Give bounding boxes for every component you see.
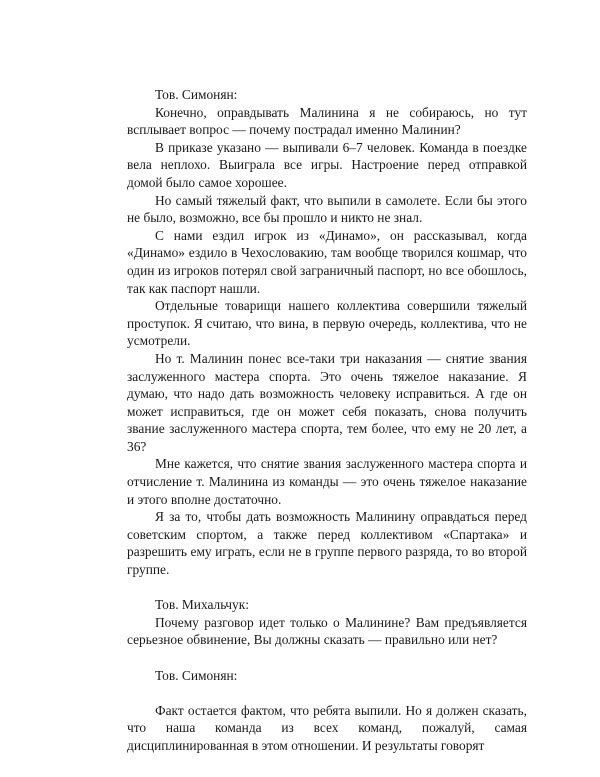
speech-block <box>127 86 527 579</box>
paragraph: В приказе указано — выпивали 6–7 человек. Команда в поездке вела неплохо. Выиграла все игры. Настроение перед отправкой домой было самое хорошее. <box>127 139 527 190</box>
speech-block <box>127 596 527 649</box>
block-spacer <box>127 579 527 597</box>
speaker-name: Тов. Симонян: <box>155 667 238 683</box>
paragraph: С нами ездил игрок из «Динамо», он рассказывал, когда «Динамо» ездило в Чехословакию, там вообще творился кошмар, что один из игроков потерял свой заграничный паспорт, но все обошлось, так как паспорт нашли. <box>127 227 527 296</box>
block-spacer <box>127 684 527 702</box>
paragraph: Конечно, оправдывать Малинина я не собираюсь, но тут всплывает вопрос — почему пострадал именно Малинин? <box>127 104 527 138</box>
paragraph: Но т. Малинин понес все-таки три наказания — снятие звания заслуженного мастера спорта. Это очень тяжелое наказание. Я думаю, что надо дать возможность человеку исправиться. А где он может исправиться, где он может себя показать, снова получить звание заслуженного мастера спорта, тем более, что ему не 20 лет, а 36? <box>127 350 527 454</box>
paragraph: Мне кажется, что снятие звания заслуженного мастера спорта и отчисление т. Малинина из команды — это очень тяжелое наказание и этого вполне достаточно. <box>127 456 527 507</box>
paragraph: Но самый тяжелый факт, что выпили в самолете. Если бы этого не было, возможно, все бы прошло и никто не знал. <box>127 192 527 226</box>
paragraph: Почему разговор идет только о Малинине? Вам предъявляется серьезное обвинение, Вы должны сказать — правильно или нет? <box>127 614 527 648</box>
paragraph: Я за то, чтобы дать возможность Малинину оправдаться перед советским спортом, а также перед коллективом «Спартака» и разрешить ему играть, если не в группе первого разряда, то во второй группе. <box>127 509 527 578</box>
document-page <box>127 86 527 755</box>
paragraph: Факт остается фактом, что ребята выпили. Но я должен сказать, что наша команда из всех команд, пожалуй, самая дисциплинированная в этом отношении. И результаты говорят <box>127 702 527 753</box>
speech-block <box>127 667 527 755</box>
paragraph: Отдельные товарищи нашего коллектива совершили тяжелый проступок. Я считаю, что вина, в первую очередь, коллектива, что не усмотрели. <box>127 298 527 349</box>
speaker-name: Тов. Симонян: <box>155 87 238 102</box>
speaker-name: Тов. Михальчук: <box>155 597 249 613</box>
block-spacer <box>127 649 527 667</box>
